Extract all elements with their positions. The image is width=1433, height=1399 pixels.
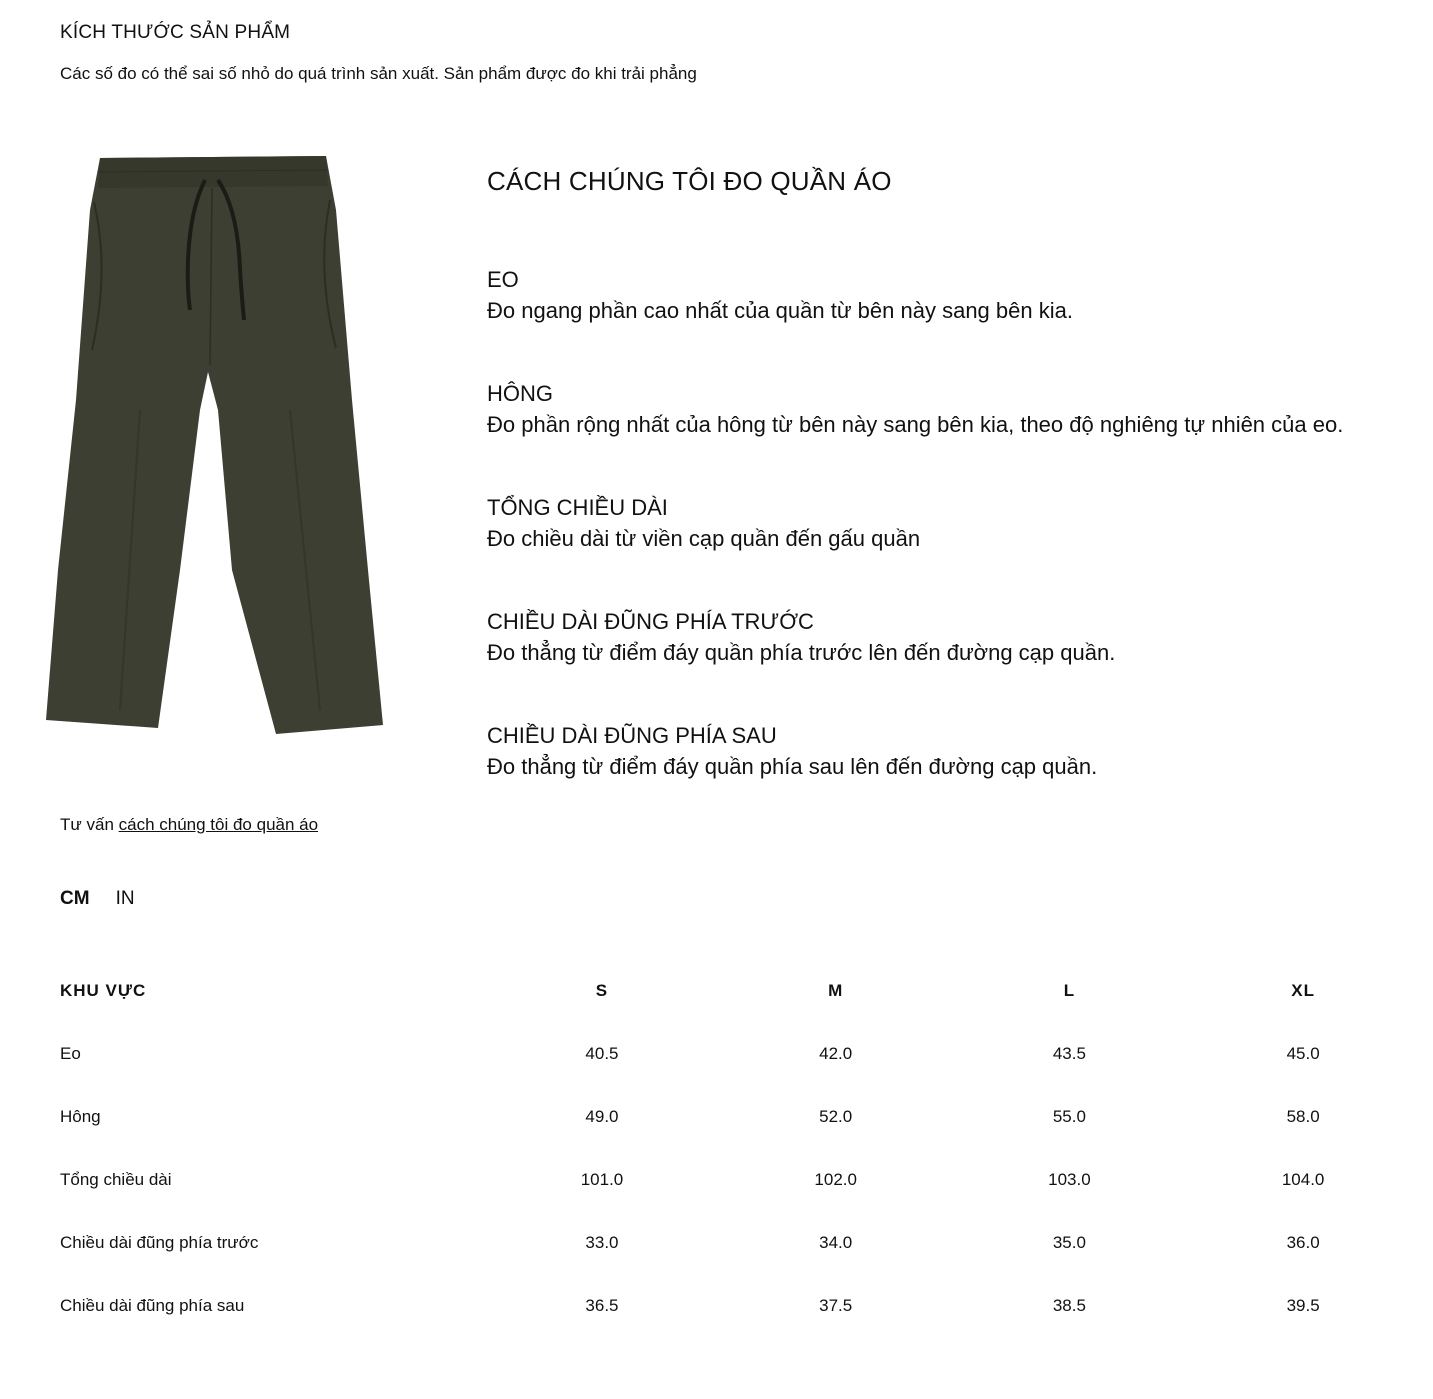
header-size-s: S bbox=[595, 981, 609, 1000]
table-row bbox=[60, 1211, 1420, 1274]
table-cell: 43.5 bbox=[1052, 1043, 1086, 1063]
table-cell: 102.0 bbox=[814, 1169, 857, 1189]
table-cell: 38.5 bbox=[1052, 1295, 1086, 1315]
advice-prefix: Tư vấn bbox=[60, 815, 119, 834]
guide-section-title: CHIỀU DÀI ĐŨNG PHÍA SAU bbox=[487, 723, 777, 748]
table-cell: 42.0 bbox=[819, 1043, 853, 1063]
table-cell: 103.0 bbox=[1048, 1169, 1091, 1189]
table-cell: 40.5 bbox=[585, 1043, 619, 1063]
table-cell: 49.0 bbox=[585, 1106, 619, 1126]
pants-illustration bbox=[40, 150, 390, 740]
table-cell: 35.0 bbox=[1052, 1232, 1086, 1252]
measurement-guide bbox=[487, 166, 1417, 835]
advice-line bbox=[60, 815, 318, 835]
unit-in-button[interactable]: IN bbox=[115, 888, 135, 909]
row-label: Tổng chiều dài bbox=[60, 1169, 172, 1189]
size-table bbox=[60, 960, 1420, 1337]
pants-body bbox=[46, 156, 383, 734]
unit-cm-button[interactable]: CM bbox=[60, 888, 90, 909]
row-label: Hông bbox=[60, 1106, 101, 1126]
guide-section-desc: Đo thẳng từ điểm đáy quần phía sau lên đến đường cạp quần. bbox=[487, 754, 1098, 779]
row-label: Eo bbox=[60, 1043, 81, 1063]
table-cell: 36.5 bbox=[585, 1295, 619, 1315]
disclaimer-text: Các số đo có thể sai số nhỏ do quá trình sản xuất. Sản phẩm được đo khi trải phẳng bbox=[60, 64, 697, 83]
guide-section-title: EO bbox=[487, 267, 519, 292]
table-cell: 55.0 bbox=[1052, 1106, 1086, 1126]
header-size-l: L bbox=[1063, 981, 1076, 1000]
guide-section-front-rise bbox=[487, 607, 1417, 721]
table-cell: 37.5 bbox=[819, 1295, 853, 1315]
guide-section-desc: Đo ngang phần cao nhất của quần từ bên này sang bên kia. bbox=[487, 298, 1073, 323]
guide-section-title: CHIỀU DÀI ĐŨNG PHÍA TRƯỚC bbox=[487, 609, 814, 634]
table-cell: 58.0 bbox=[1286, 1106, 1320, 1126]
table-cell: 52.0 bbox=[819, 1106, 853, 1126]
table-cell: 45.0 bbox=[1286, 1043, 1320, 1063]
table-row bbox=[60, 1022, 1420, 1085]
unit-toggle bbox=[60, 888, 135, 910]
table-cell: 34.0 bbox=[819, 1232, 853, 1252]
guide-section-waist bbox=[487, 265, 1417, 379]
header-size-m: M bbox=[828, 981, 844, 1000]
table-cell: 36.0 bbox=[1286, 1232, 1320, 1252]
table-row bbox=[60, 1085, 1420, 1148]
table-cell: 101.0 bbox=[580, 1169, 624, 1189]
guide-section-total-length bbox=[487, 493, 1417, 607]
row-label: Chiều dài đũng phía sau bbox=[60, 1295, 245, 1315]
page-title: KÍCH THƯỚC SẢN PHẨM bbox=[60, 22, 291, 43]
header-size-xl: XL bbox=[1291, 981, 1315, 1000]
table-row bbox=[60, 1148, 1420, 1211]
table-cell: 39.5 bbox=[1286, 1295, 1320, 1315]
guide-section-desc: Đo thẳng từ điểm đáy quần phía trước lên đến đường cạp quần. bbox=[487, 640, 1116, 665]
guide-title: CÁCH CHÚNG TÔI ĐO QUẦN ÁO bbox=[487, 166, 892, 196]
guide-section-title: HÔNG bbox=[487, 381, 553, 406]
measure-guide-link[interactable]: cách chúng tôi đo quần áo bbox=[118, 815, 319, 834]
guide-section-desc: Đo phần rộng nhất của hông từ bên này sang bên kia, theo độ nghiêng tự nhiên của eo. bbox=[487, 412, 1344, 437]
table-header-row bbox=[60, 960, 1420, 1022]
table-cell: 104.0 bbox=[1281, 1169, 1325, 1189]
guide-section-back-rise bbox=[487, 721, 1417, 835]
header-area: KHU VỰC bbox=[60, 981, 147, 1000]
row-label: Chiều dài đũng phía trước bbox=[60, 1232, 259, 1252]
table-row bbox=[60, 1274, 1420, 1337]
guide-section-title: TỔNG CHIỀU DÀI bbox=[487, 495, 668, 520]
guide-section-desc: Đo chiều dài từ viền cạp quần đến gấu quần bbox=[487, 526, 921, 551]
guide-section-hip bbox=[487, 379, 1417, 493]
table-cell: 33.0 bbox=[585, 1232, 619, 1252]
